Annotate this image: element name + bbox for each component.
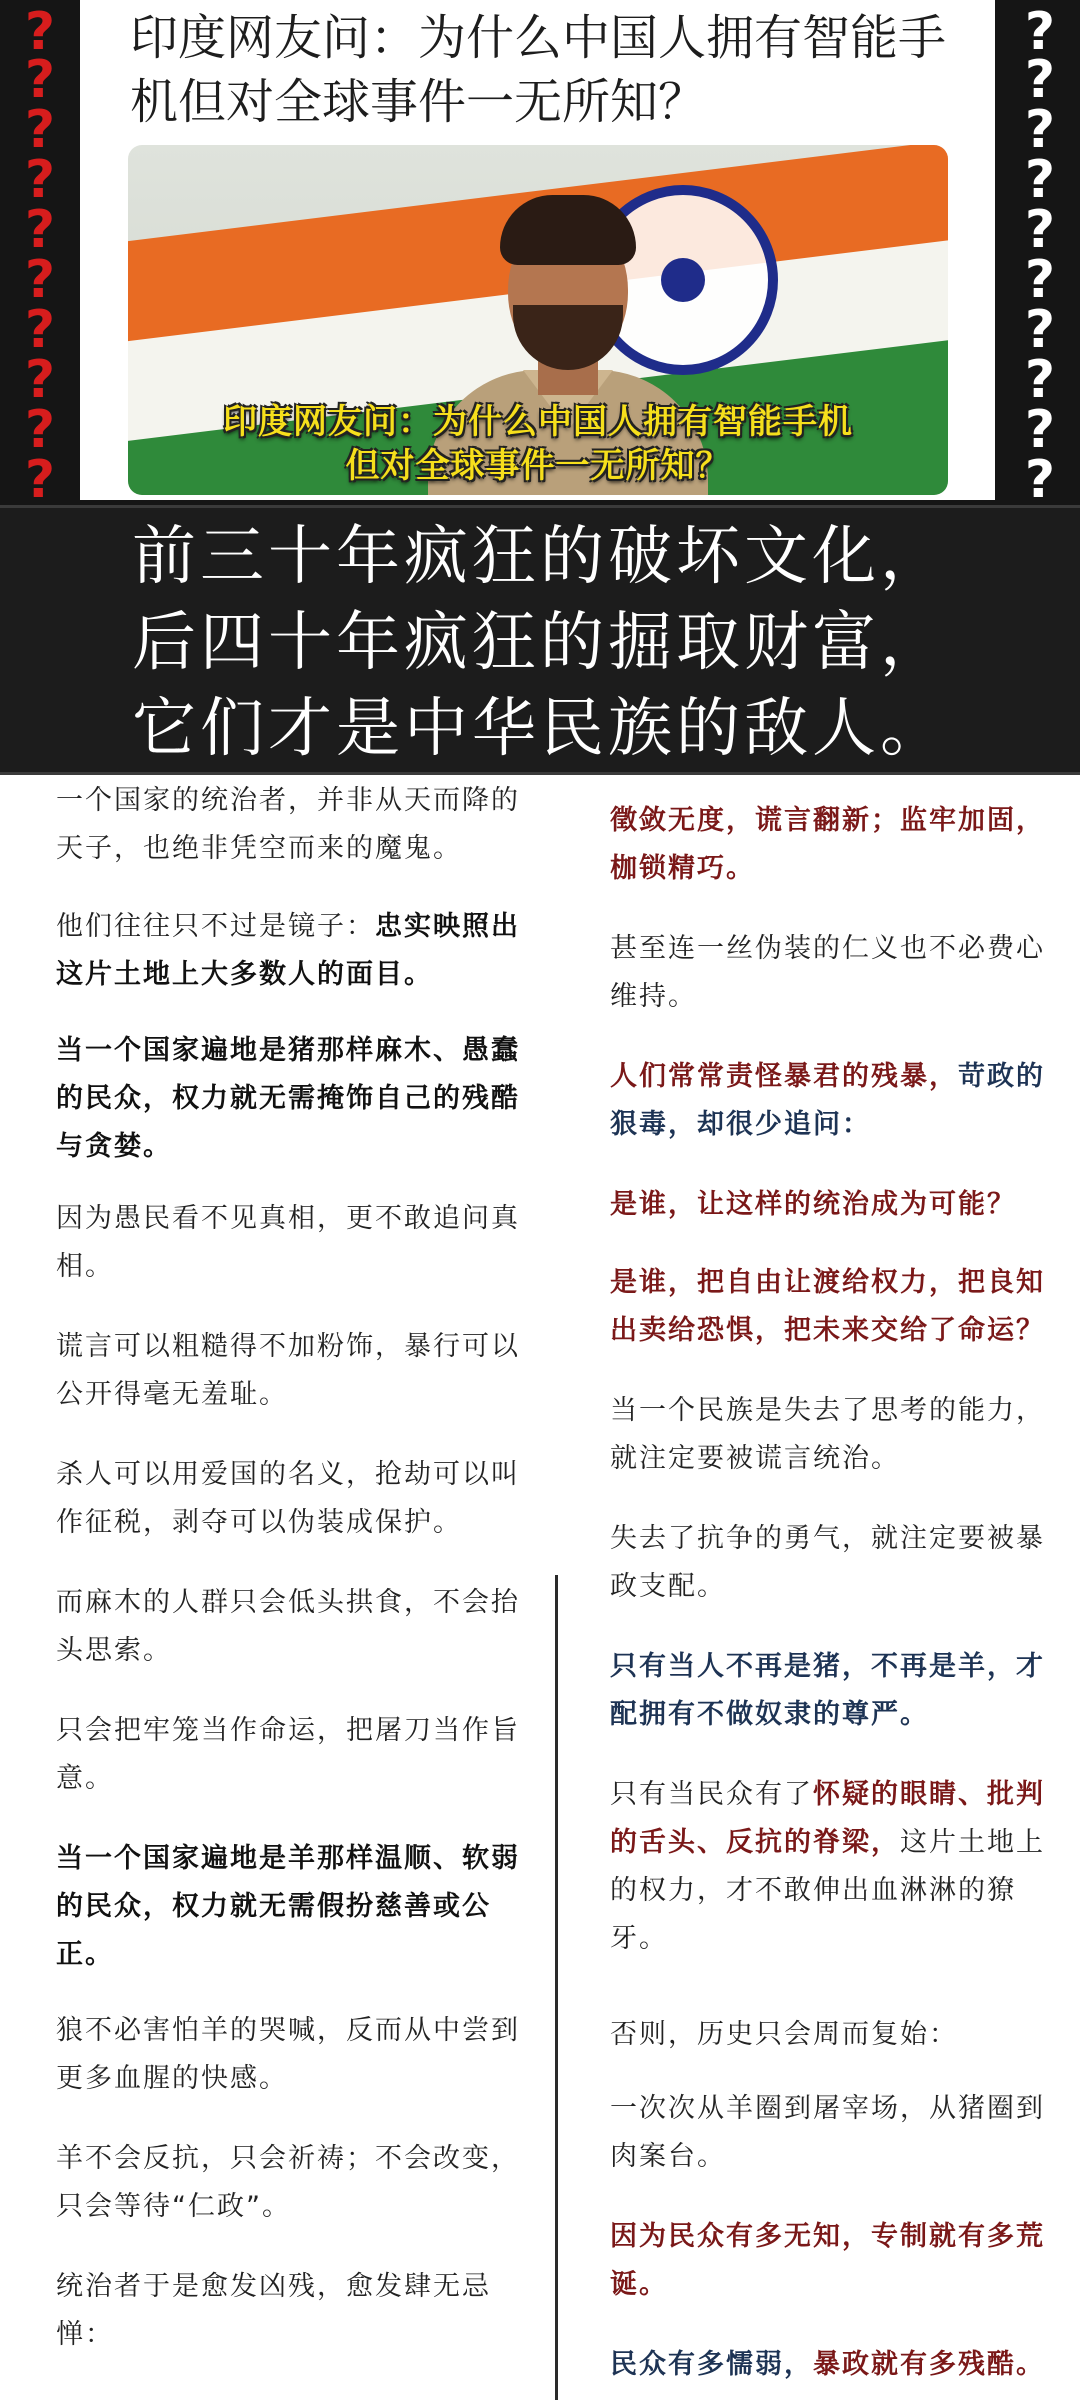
- paragraph: 失去了抗争的勇气，就注定要被暴政支配。: [610, 1523, 1045, 1602]
- paragraph: 只会把牢笼当作命运，把屠刀当作旨意。: [56, 1715, 520, 1794]
- question-mark-icon: ?: [1024, 200, 1056, 260]
- question-mark-icon: ?: [1024, 400, 1056, 460]
- question-mark-icon: ?: [1024, 100, 1056, 160]
- question-mark-icon: ?: [24, 250, 56, 310]
- card-title: 印度网友问：为什么中国人拥有智能手机但对全球事件一无所知？: [130, 10, 947, 130]
- question-mark-icon: ?: [24, 100, 56, 160]
- question-mark-icon: ?: [24, 150, 56, 210]
- paragraph: 否则，历史只会周而复始：: [610, 2019, 958, 2050]
- paragraph: 当一个国家遍地是猪那样麻木、愚蠢的民众，权力就无需掩饰自己的残酷与贪婪。: [56, 1035, 520, 1162]
- paragraph: 一个国家的统治者，并非从天而降的天子，也绝非凭空而来的魔鬼。: [56, 785, 520, 864]
- slogan-banner: [0, 505, 1080, 775]
- question-mark-icon: ?: [1024, 450, 1056, 505]
- question-mark-icon: ?: [24, 450, 56, 505]
- question-mark-icon: ?: [24, 50, 56, 110]
- hero-caption-line2: 但对全球事件一无所知？: [345, 446, 731, 486]
- hero-image: [128, 145, 948, 495]
- left-column: [0, 775, 555, 2400]
- right-column: [558, 775, 1080, 2400]
- question-mark-icon: ?: [24, 2, 56, 62]
- paragraph: 狼不必害怕羊的哭喊，反而从中尝到更多血腥的快感。: [56, 2015, 520, 2094]
- left-question-column: [0, 0, 80, 505]
- paragraph: 人们常常责怪暴君的残暴，苛政的狠毒，却很少追问：: [610, 1061, 1045, 1140]
- paragraph: 是谁，把自由让渡给权力，把良知出卖给恐惧，把未来交给了命运？: [610, 1267, 1045, 1346]
- paragraph: 只有当人不再是猪，不再是羊，才配拥有不做奴隶的尊严。: [610, 1651, 1045, 1730]
- paragraph: 因为民众有多无知，专制就有多荒诞。: [610, 2221, 1045, 2300]
- right-question-column: [1000, 0, 1080, 505]
- paragraph: 杀人可以用爱国的名义，抢劫可以叫作征税，剥夺可以伪装成保护。: [56, 1459, 520, 1538]
- paragraph: 谎言可以粗糙得不加粉饰，暴行可以公开得毫无羞耻。: [56, 1331, 520, 1410]
- question-mark-icon: ?: [1024, 2, 1056, 62]
- slogan-line-3: 它们才是中华民族的敌人。: [132, 692, 948, 766]
- paragraph: 一次次从羊圈到屠宰场，从猪圈到肉案台。: [610, 2093, 1045, 2172]
- paragraph: 徵敛无度，谎言翻新；监牢加固，枷锁精巧。: [610, 805, 1045, 884]
- top-banner: [0, 0, 1080, 505]
- question-mark-icon: ?: [24, 400, 56, 460]
- slogan-line-1: 前三十年疯狂的破坏文化，: [132, 520, 948, 594]
- question-mark-icon: ?: [1024, 300, 1056, 360]
- article-columns: [0, 775, 1080, 2400]
- question-mark-icon: ?: [1024, 150, 1056, 210]
- question-mark-icon: ?: [24, 200, 56, 260]
- paragraph: 只有当民众有了怀疑的眼睛、批判的舌头、反抗的脊梁，这片土地上的权力，才不敢伸出血淋淋的獠牙。: [610, 1779, 1045, 1954]
- article-card: [80, 0, 995, 500]
- question-mark-icon: ?: [24, 350, 56, 410]
- paragraph: 甚至连一丝伪装的仁义也不必费心维持。: [610, 933, 1045, 1012]
- question-mark-icon: ?: [1024, 250, 1056, 310]
- paragraph: 统治者于是愈发凶残，愈发肆无忌惮：: [56, 2271, 491, 2350]
- paragraph: 是谁，让这样的统治成为可能？: [610, 1189, 1016, 1220]
- paragraph: 他们往往只不过是镜子：忠实映照出这片土地上大多数人的面目。: [56, 911, 520, 990]
- hero-caption-line1: 印度网友问：为什么中国人拥有智能手机: [223, 402, 853, 442]
- question-mark-icon: ?: [24, 300, 56, 360]
- paragraph: 当一个民族是失去了思考的能力，就注定要被谎言统治。: [610, 1395, 1045, 1474]
- slogan-line-2: 后四十年疯狂的掘取财富，: [132, 606, 948, 680]
- paragraph: 当一个国家遍地是羊那样温顺、软弱的民众，权力就无需假扮慈善或公正。: [56, 1843, 520, 1970]
- paragraph: 而麻木的人群只会低头拱食，不会抬头思索。: [56, 1587, 520, 1666]
- question-mark-icon: ?: [1024, 350, 1056, 410]
- paragraph: 因为愚民看不见真相，更不敢追问真相。: [56, 1203, 520, 1282]
- paragraph: 羊不会反抗，只会祈祷；不会改变，只会等待“仁政”。: [56, 2143, 520, 2222]
- paragraph: 民众有多懦弱，暴政就有多残酷。: [610, 2349, 1045, 2380]
- question-mark-icon: ?: [1024, 50, 1056, 110]
